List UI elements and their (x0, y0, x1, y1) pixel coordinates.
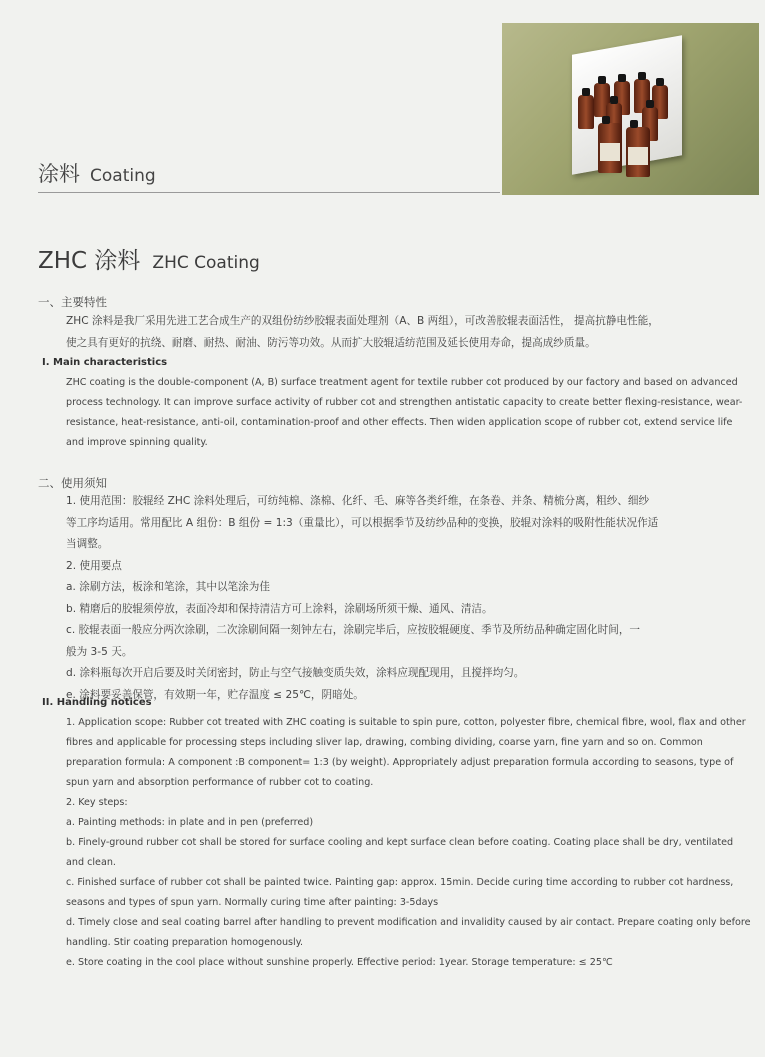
text-line: and clean. (66, 857, 116, 868)
text-line: fibres and applicable for processing steps including sliver lap, drawing, combing dividing, coarse yarn, fine yarn and so on. Common (66, 737, 703, 748)
text-line: 1. 使用范围：胶辊经 ZHC 涂料处理后，可纺纯棉、涤棉、化纤、毛、麻等各类纤维，在条卷、并条、精梳分离，粗纱、细纱 (66, 495, 650, 507)
main-characteristics-text-en (66, 373, 743, 453)
heading-handling-notices-cn: 二、使用须知 (38, 476, 107, 490)
main-characteristics-text-cn (66, 311, 736, 354)
text-line: 等工序均适用。常用配比 A 组份：B 组份 = 1:3（重量比），可以根据季节及纺纱品种的变换，胶辊对涂料的吸附性能状况作适 (66, 516, 659, 529)
section-title-en: Coating (90, 166, 156, 186)
text-line: b. Finely-ground rubber cot shall be stored for surface cooling and kept surface clean before coating. Coating place shall be dry, ventilated (66, 837, 734, 848)
text-line: 使之具有更好的抗绕、耐磨、耐热、耐油、防污等功效。从而扩大胶辊适纺范围及延长使用寿命，提高成纱质量。 (66, 336, 596, 349)
text-line: ZHC 涂料是我厂采用先进工艺合成生产的双组份纺纱胶辊表面处理剂（A、B 两组），可改善胶辊表面活性， 提高抗静电性能， (66, 315, 659, 327)
section-title (38, 158, 156, 188)
text-line: process technology. It can improve surface activity of rubber cot and strengthen antistatic capacity to create better flexing-resistance, wear- (66, 397, 743, 408)
heading-main-characteristics-cn: 一、主要特性 (38, 295, 107, 309)
text-line: b. 精磨后的胶辊须停放，表面冷却和保持清洁方可上涂料，涂刷场所须干燥、通风、清洁。 (66, 602, 493, 615)
text-line: ZHC coating is the double-component (A, B) surface treatment agent for textile rubber cot produced by our factory and based on advanced (66, 377, 738, 388)
text-line: e. 涂料要妥善保管，有效期一年，贮存温度 ≤ 25℃，阴暗处。 (66, 688, 364, 701)
bottle-image (626, 127, 650, 177)
handling-notices-text-cn (66, 491, 736, 706)
handling-notices-text-en (66, 713, 751, 973)
section-title-cn: 涂料 (38, 162, 80, 186)
text-line: and improve spinning quality. (66, 437, 208, 448)
text-line: c. 胶辊表面一般应分两次涂刷，二次涂刷间隔一刻钟左右，涂刷完毕后，应按胶辊硬度、季节及所纺品种确定固化时间，一 (66, 624, 641, 636)
text-line: spun yarn and absorption performance of rubber cot to coating. (66, 777, 374, 788)
text-line: a. 涂刷方法，板涂和笔涂，其中以笔涂为佳 (66, 581, 270, 593)
heading-main-characteristics-en: I. Main characteristics (42, 357, 168, 368)
text-line: resistance, heat-resistance, anti-oil, contamination-proof and other effects. Then widen application scope of rubber cot, extend service life (66, 417, 733, 428)
product-title-en: ZHC Coating (152, 253, 260, 273)
product-photo (502, 23, 759, 195)
text-line: d. Timely close and seal coating barrel after handling to prevent modification and invalidity caused by air contact. Prepare coating only before (66, 917, 751, 928)
text-line: 般为 3-5 天。 (66, 645, 133, 658)
text-line: c. Finished surface of rubber cot shall be painted twice. Painting gap: approx. 15min. Decide curing time according to rubber cot hardness, (66, 877, 734, 888)
product-title (38, 242, 260, 275)
bottle-image (578, 95, 594, 129)
product-title-cn: ZHC 涂料 (38, 248, 141, 274)
text-line: 当调整。 (66, 538, 109, 550)
text-line: e. Store coating in the cool place without sunshine properly. Effective period: 1year. Storage temperature: ≤ 25℃ (66, 957, 613, 968)
text-line: 2. Key steps: (66, 797, 128, 808)
divider (38, 192, 500, 193)
text-line: seasons and types of spun yarn. Normally curing time after painting: 3-5days (66, 897, 439, 908)
text-line: handling. Stir coating preparation homogenously. (66, 937, 304, 948)
text-line: 1. Application scope: Rubber cot treated with ZHC coating is suitable to spin pure, cotton, polyester fibre, chemical fibre, wool, flax and other (66, 717, 746, 728)
text-line: a. Painting methods: in plate and in pen (preferred) (66, 817, 314, 828)
text-line: 2. 使用要点 (66, 559, 122, 572)
bottle-image (598, 123, 622, 173)
text-line: preparation formula: A component :B component= 1:3 (by weight). Appropriately adjust preparation formula according to seasons, type of (66, 757, 734, 768)
heading-handling-notices-en: II. Handling notices (42, 697, 152, 708)
text-line: d. 涂料瓶每次开启后要及时关闭密封，防止与空气接触变质失效，涂料应现配现用，且搅拌均匀。 (66, 667, 525, 679)
